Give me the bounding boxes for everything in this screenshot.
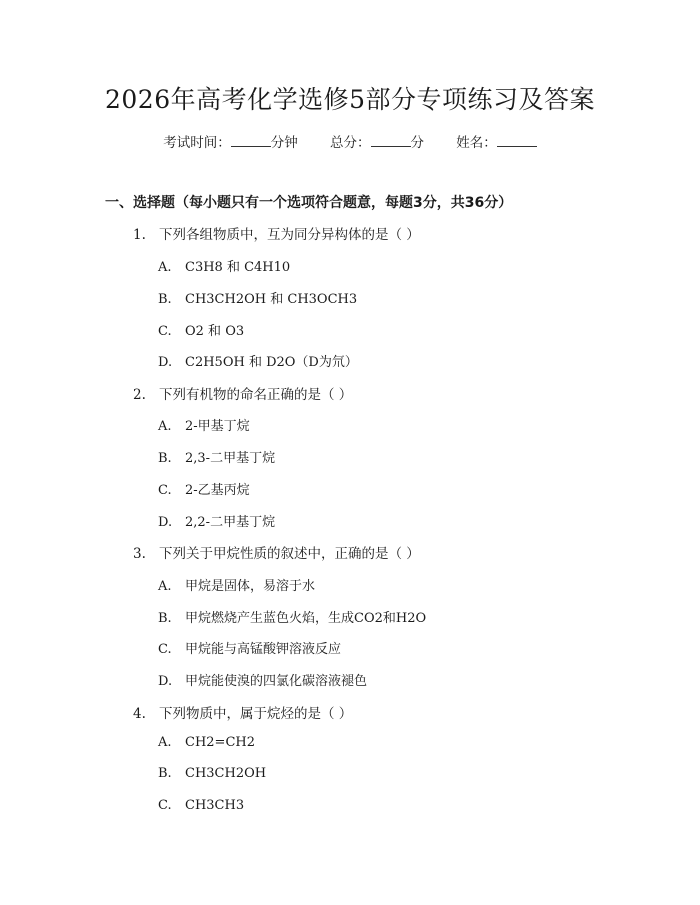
option-text: CH3CH2OH	[185, 766, 267, 781]
score-label: 总分：	[330, 135, 371, 151]
option-text: CH3CH3	[185, 798, 245, 813]
option-label: B.	[158, 451, 172, 466]
score-blank	[371, 134, 411, 147]
option-1c	[158, 320, 244, 339]
option-label: A.	[158, 260, 172, 275]
exam-meta	[0, 131, 700, 151]
option-label: C.	[158, 324, 172, 339]
question-text: 下列各组物质中，互为同分异构体的是（ ）	[159, 227, 420, 243]
option-3b	[158, 607, 426, 626]
option-text: C2H5OH 和 D2O（D为氘）	[185, 355, 358, 370]
question-1	[133, 223, 420, 243]
option-2c	[158, 479, 250, 498]
option-label: B.	[158, 611, 172, 626]
option-text: 甲烷是固体，易溶于水	[185, 579, 316, 594]
option-text: C3H8 和 C4H10	[185, 260, 291, 275]
name-label: 姓名：	[456, 135, 497, 151]
option-text: CH2=CH2	[185, 735, 256, 750]
option-1b	[158, 288, 357, 307]
option-4b	[158, 766, 266, 781]
option-label: A.	[158, 419, 172, 434]
question-number: 1.	[133, 227, 146, 243]
option-label: B.	[158, 292, 172, 307]
question-number: 2.	[133, 387, 146, 403]
section-heading: 一、选择题（每小题只有一个选项符合题意，每题3分，共36分）	[105, 195, 513, 211]
student-name	[456, 135, 537, 151]
option-label: D.	[158, 674, 173, 689]
question-number: 4.	[133, 706, 146, 722]
question-text: 下列有机物的命名正确的是（ ）	[159, 387, 353, 403]
document-title: 2026年高考化学选修5部分专项练习及答案	[104, 85, 596, 114]
option-label: A.	[158, 579, 172, 594]
option-text: 甲烷能与高锰酸钾溶液反应	[185, 642, 342, 657]
option-3a	[158, 575, 315, 594]
question-number: 3.	[133, 546, 146, 562]
question-4	[133, 702, 352, 722]
name-blank	[497, 134, 537, 147]
option-label: C.	[158, 798, 172, 813]
question-2	[133, 383, 352, 403]
option-3c	[158, 638, 341, 657]
total-score	[330, 135, 424, 151]
option-label: D.	[158, 355, 173, 370]
option-label: D.	[158, 515, 173, 530]
exam-time-blank	[231, 134, 271, 147]
option-text: 2-乙基丙烷	[185, 483, 250, 498]
option-text: O2 和 O3	[185, 324, 245, 339]
option-text: 甲烷能使溴的四氯化碳溶液褪色	[185, 674, 368, 689]
exam-time-label: 考试时间：	[163, 135, 231, 151]
option-text: 2-甲基丁烷	[185, 419, 250, 434]
option-label: C.	[158, 483, 172, 498]
option-4c	[158, 798, 244, 813]
option-label: B.	[158, 766, 172, 781]
option-text: 2,3-二甲基丁烷	[185, 451, 276, 466]
question-text: 下列物质中，属于烷烃的是（ ）	[159, 706, 353, 722]
option-1a	[158, 256, 290, 275]
option-2d	[158, 511, 275, 530]
option-text: 2,2-二甲基丁烷	[185, 515, 276, 530]
option-text: 甲烷燃烧产生蓝色火焰，生成CO2和H2O	[185, 611, 427, 626]
score-unit: 分	[410, 135, 424, 151]
option-label: C.	[158, 642, 172, 657]
option-1d	[158, 351, 358, 370]
question-3	[133, 542, 420, 562]
option-2b	[158, 447, 275, 466]
question-text: 下列关于甲烷性质的叙述中，正确的是（ ）	[159, 546, 420, 562]
exam-time	[163, 135, 298, 151]
option-3d	[158, 670, 367, 689]
option-text: CH3CH2OH 和 CH3OCH3	[185, 292, 358, 307]
option-2a	[158, 415, 250, 434]
option-4a	[158, 735, 255, 750]
exam-time-unit: 分钟	[270, 135, 298, 151]
option-label: A.	[158, 735, 172, 750]
